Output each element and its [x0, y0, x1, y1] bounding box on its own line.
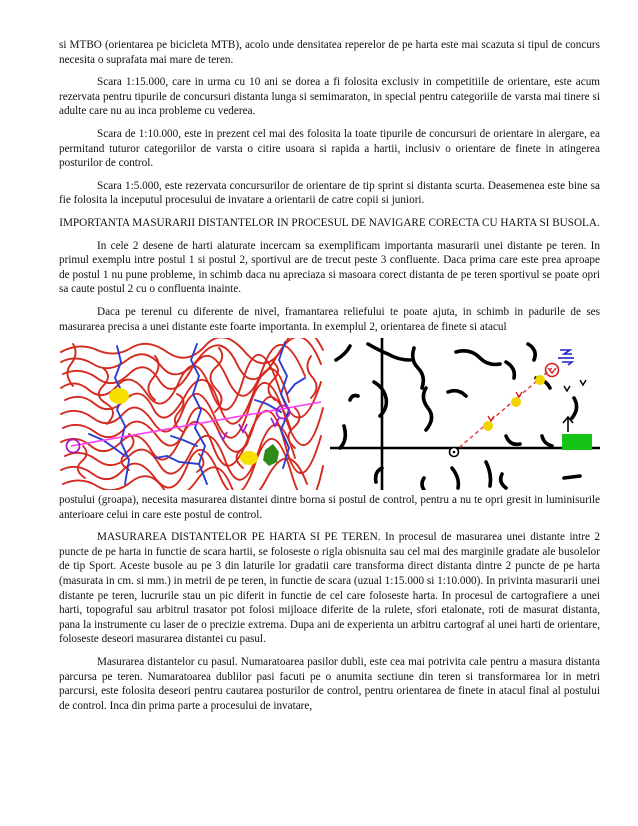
hill-marker-1: [109, 388, 129, 404]
forest-map-figure: [330, 338, 600, 490]
pit-marker-1: [488, 416, 494, 421]
pit-marker-3: [564, 386, 570, 391]
pit-marker-4: [580, 380, 586, 385]
hill-marker-2: [240, 451, 258, 465]
paragraph-mtbo: si MTBO (orientarea pe bicicleta MTB), acolo unde densitatea reperelor de pe harta este mai scazuta si tipul de concurs necesita o suprafata mai mare de teren.: [59, 39, 600, 66]
clearing-3: [535, 375, 545, 385]
control-circle: [546, 364, 559, 377]
paragraph-terrain-relief: Daca pe terenul cu diferente de nivel, framantarea reliefului te poate ajuta, in schimb in padurile de ses masurarea precisa a unei distante este foarte importanta. In exemplul 2, orientarea de finete si atacul: [59, 305, 600, 333]
vegetation-boundaries: [336, 344, 580, 490]
paragraph-fine-orientation: postului (groapa), necesita masurarea distantei dintre borna si postul de control, pentru a nu te opri gresit in luminisurile anterioare celui in care este postul de control.: [59, 494, 600, 521]
pit-marker-2: [516, 392, 522, 397]
document-page: [59, 38, 600, 713]
building-symbol: [558, 350, 574, 365]
paragraph-map-examples: In cele 2 desene de harti alaturate incercam sa exemplificam importanta masurarii unei distante pe teren. In primul exemplu intre postul 1 si postul 2, sportivul are de trecut peste 3 confluente. Daca prima care este prea aproape de postul 1 nu pune probleme, in schimb daca nu apreciaza si masoara corect distanta de pe teren sportivul se poate opri sa caute postul 2 cu o confluenta inainte.: [59, 239, 600, 296]
paragraph-pace-counting: Masurarea distantelor cu pasul. Numaratoarea pasilor dubli, este cea mai potrivita cale pentru a masura distanta parcursa pe teren. Numaratoarea dublilor pasi facuti pe o anumita sectiune din teren si transformarea lor in metri parcursi, este folosita deseori pentru cautarea posturilor de control, pentru orientarea de finete in atacul final al postului de control. Inca din prima parte a procesului de invatare,: [59, 656, 600, 712]
section-heading-distance: IMPORTANTA MASURARII DISTANTELOR IN PROCESUL DE NAVIGARE CORECTA CU HARTA SI BUSOLA.: [59, 216, 600, 229]
map-figures: [59, 338, 600, 490]
open-field: [562, 434, 592, 450]
clearing-2: [511, 397, 521, 407]
clearing-1: [483, 421, 493, 431]
paragraph-scale-10000: Scara de 1:10.000, este in prezent cel mai des folosita la toate tipurile de concursuri de orientare in alergare, ea permitand tuturor categoriilor de varsta o citire usoara si rapida a hartii, inclusiv o orientare de finete in atingerea posturilor de control.: [59, 127, 600, 170]
paragraph-measuring-distances: MASURAREA DISTANTELOR PE HARTA SI PE TEREN. In procesul de masurarea unei distante intre 2 puncte de pe harta in functie de scara hartii, se foloseste o rigla obisnuita sau cel mai des marginile gradate ale busolelor de tip Sport. Aceste busole au pe 3 din laturile lor gradatii care transforma direct distanta dintre 2 puncte de pe harta (masurata in cm. si mm.) in metrii de pe teren, in functie de scara (uzual 1:15.000 si 1:10.000). In privinta masurarii unei distante pe teren, lucrurile stau un pic diferit in functie de cel care foloseste harta. In procesul de cartografiere a unei harti, topograful sau arbitrul trasator pot folosi mijloace diferite de la rulete, sfori etalonate, roti de masurat distanta, pana la instrumente cu laser de o precizie extrema. Dupa ani de experienta un arbitru cartograf al unei harti de orientare, foloseste deseori masurarea distantei cu pasul.: [59, 531, 600, 646]
paragraph-scale-15000: Scara 1:15.000, care in urma cu 10 ani se dorea a fi folosita exclusiv in competitiile de orientare, este acum rezervata pentru tipurile de concursuri distanta lunga si semimaraton, in special pentru categoriile de varsta mai tinere si adulte care nu au inca probleme cu vederea.: [59, 76, 600, 118]
paragraph-scale-5000: Scara 1:5.000, este rezervata concursurilor de orientare de tip sprint si distanta scurta. Deasemenea este bine sa fie folosita la inceputul procesului de invatare a orientarii de catre copii si juniori.: [59, 179, 600, 207]
contour-map-figure: [59, 338, 325, 490]
